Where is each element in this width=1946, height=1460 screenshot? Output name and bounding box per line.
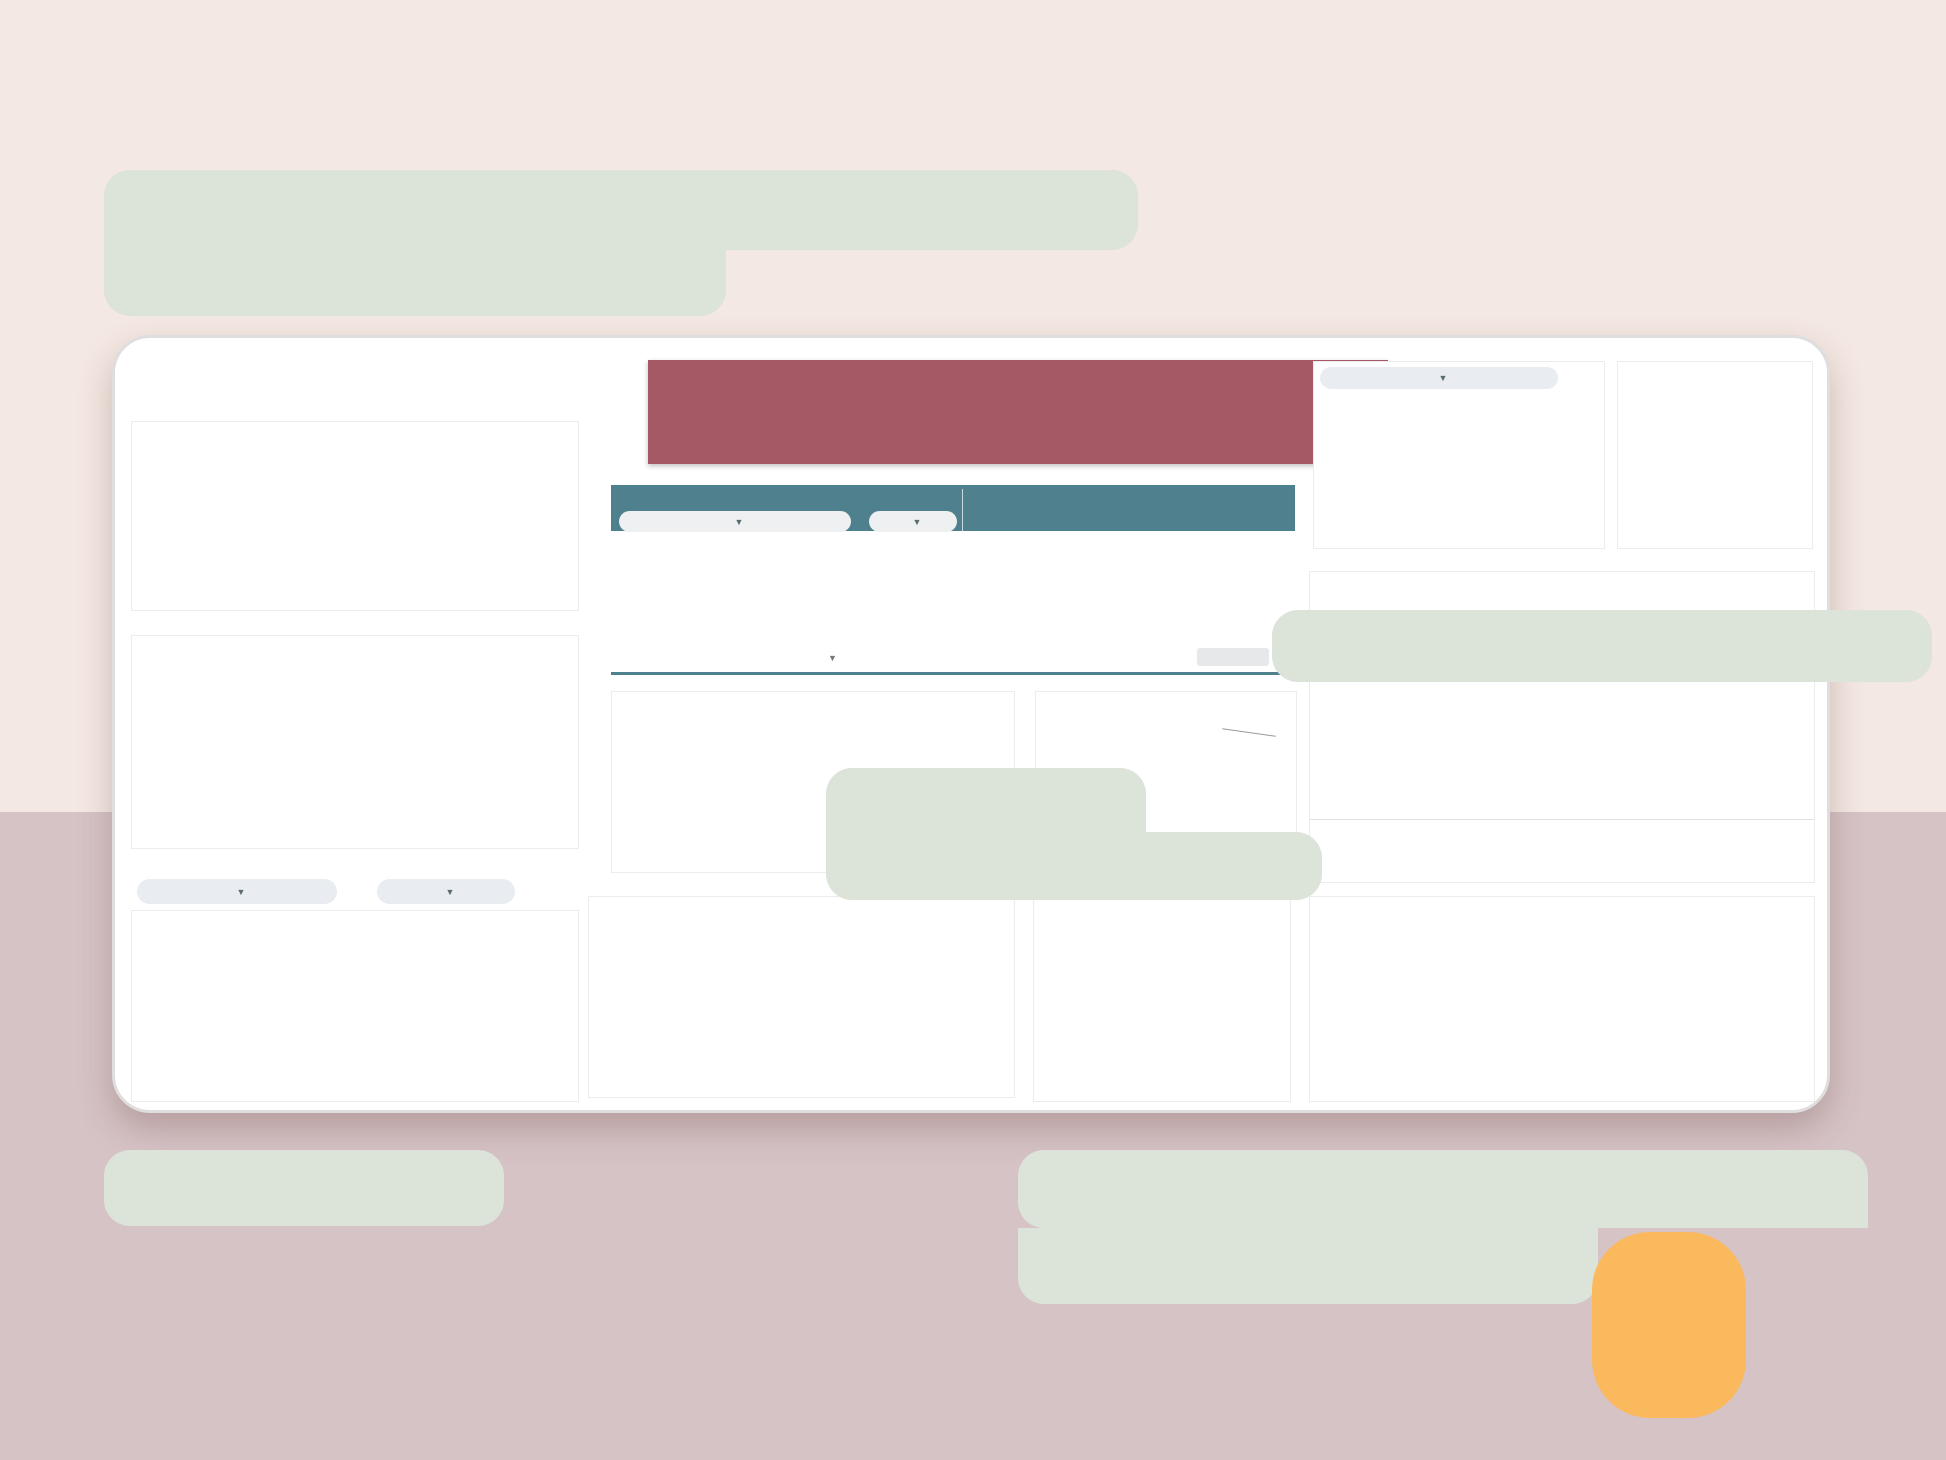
summary-kpi-strip: [648, 360, 1388, 464]
orange-accent-blob: [1592, 1232, 1746, 1418]
reactive-pms-panel: [131, 421, 579, 611]
chevron-down-icon: ▼: [734, 516, 744, 527]
asset-filter-dropdown[interactable]: [137, 879, 337, 904]
asset-condition-table: [611, 485, 1295, 675]
chevron-down-icon: ▼: [1438, 373, 1448, 383]
chevron-down-icon: ▼: [912, 516, 922, 527]
callout-measures-line2: [1018, 1228, 1598, 1304]
table-page-dropdown[interactable]: [869, 511, 957, 532]
pm-duration-panel: [588, 896, 1015, 1098]
ontime-pie-panel: [1313, 361, 1605, 549]
callout-equipment-line1: [826, 768, 1146, 832]
pm-histogram-panel: [1033, 899, 1291, 1102]
monthly-cost-panel: [131, 635, 579, 849]
table-page-badge[interactable]: [1197, 648, 1269, 666]
dashboard-card: [112, 335, 1830, 1113]
chevron-down-icon: ▼: [445, 886, 455, 897]
tasks-completed-panel: [1617, 361, 1813, 549]
company-filter-dropdown[interactable]: [1320, 367, 1558, 389]
table-divider: [962, 489, 963, 671]
pie-leader-line: [1222, 728, 1276, 737]
footer-task-description[interactable]: [828, 650, 837, 664]
callout-equipment-line2: [826, 832, 1322, 900]
stats-divider: [1310, 819, 1814, 820]
ontime-pie: [1338, 418, 1460, 540]
chevron-down-icon: ▼: [236, 886, 246, 897]
callout-centralized-line1: [104, 170, 1138, 250]
asset-cost-panel: [131, 910, 579, 1102]
callout-monitor: [1272, 610, 1932, 682]
average-filter-dropdown[interactable]: [377, 879, 515, 904]
callout-costs: [104, 1150, 504, 1226]
chevron-down-icon: ▼: [828, 653, 837, 663]
callout-centralized-line2: [104, 250, 726, 316]
callout-measures-line1: [1018, 1150, 1868, 1228]
avg-pm-month-panel: [1309, 896, 1815, 1102]
table-asset-dropdown[interactable]: [619, 511, 851, 532]
